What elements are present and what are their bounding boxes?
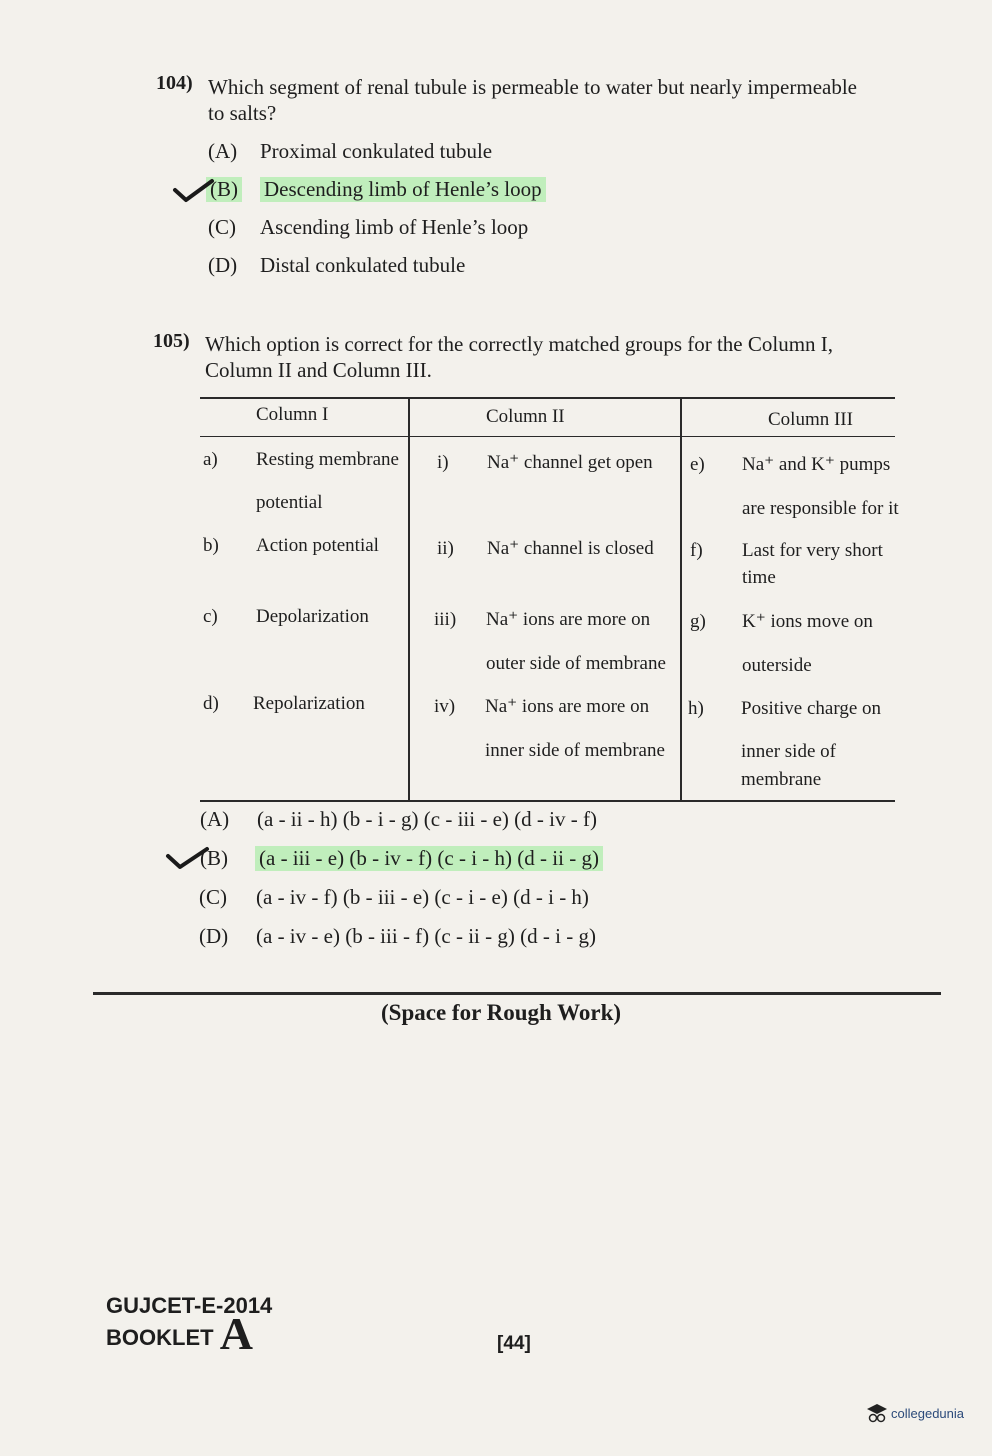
q105-option-a	[200, 807, 720, 837]
option-text: (a - iv - f) (b - iii - e) (c - i - e) (d - i - h)	[256, 885, 589, 909]
row-key-col2: iv)	[434, 696, 456, 717]
row-text-col2: Na⁺ channel get open	[487, 452, 653, 473]
table-top-border	[200, 397, 895, 399]
checkmark-icon	[165, 845, 211, 871]
row-text-col3: K⁺ ions move on	[742, 611, 873, 632]
graduate-cap-icon	[866, 1402, 888, 1424]
row-key-col3: g)	[690, 611, 706, 632]
row-text-col2-cont: inner side of membrane	[485, 740, 665, 761]
row-key-col1: b)	[203, 535, 219, 556]
option-label: (D)	[208, 253, 238, 277]
row-key-col3: e)	[690, 454, 705, 475]
q104-option-c	[208, 215, 708, 245]
row-key-col2: i)	[437, 452, 449, 473]
q104-text-line2: to salts?	[208, 101, 277, 125]
option-text: Descending limb of Henle’s loop	[260, 177, 546, 202]
q105-text-line2: Column II and Column III.	[205, 358, 432, 382]
row-text-col1-cont: potential	[256, 492, 323, 513]
table-col-divider-1	[408, 398, 410, 801]
q104-option-d	[208, 253, 708, 283]
row-text-col3-cont: inner side of membrane	[741, 741, 836, 790]
q104-number: 104)	[156, 72, 193, 94]
row-text-col2-cont: outer side of membrane	[486, 653, 666, 674]
option-text: (a - iv - e) (b - iii - f) (c - ii - g) (d - i - g)	[256, 924, 596, 948]
option-label: (C)	[208, 215, 236, 239]
row-text-col1: Depolarization	[256, 606, 369, 627]
q104-option-b	[208, 177, 708, 207]
rough-work-title: (Space for Rough Work)	[381, 1000, 622, 1025]
option-text: Ascending limb of Henle’s loop	[260, 215, 529, 239]
row-key-col2: iii)	[434, 609, 457, 630]
option-text: Proximal conkulated tubule	[260, 139, 493, 163]
q104-text-line1: Which segment of renal tubule is permeable to water but nearly impermeable	[208, 75, 858, 99]
row-text-col1: Repolarization	[253, 693, 365, 714]
option-text: (a - iii - e) (b - iv - f) (c - i - h) (d - ii - g)	[255, 846, 603, 871]
table-header-col3: Column III	[768, 409, 853, 430]
option-label: (D)	[199, 924, 229, 948]
row-key-col3: h)	[688, 698, 704, 719]
q105-option-d	[199, 924, 719, 954]
table-header-col1: Column I	[256, 404, 329, 425]
row-text-col1: Action potential	[256, 535, 379, 556]
table-header-border	[200, 436, 895, 437]
row-text-col3-cont: time	[742, 567, 776, 588]
q105-option-b	[200, 846, 720, 876]
table-bottom-border	[200, 800, 895, 802]
booklet-letter: A	[219, 1308, 253, 1359]
row-text-col3: Last for very short	[742, 540, 883, 561]
row-text-col2: Na⁺ ions are more on	[486, 609, 651, 630]
rough-work-divider	[93, 992, 941, 995]
checkmark-icon	[172, 178, 216, 204]
table-header-col2: Column II	[486, 406, 565, 427]
option-label: (A)	[208, 139, 238, 163]
q104-option-a	[208, 139, 708, 169]
option-text: (a - ii - h) (b - i - g) (c - iii - e) (d - iv - f)	[257, 807, 597, 831]
page-number: [44]	[497, 1333, 531, 1354]
booklet-label: BOOKLET	[106, 1325, 214, 1350]
row-key-col3: f)	[690, 540, 703, 561]
footer-block	[106, 1292, 273, 1359]
q105-option-c	[199, 885, 719, 915]
row-text-col3-cont: outerside	[742, 655, 812, 676]
option-text: Distal conkulated tubule	[260, 253, 466, 277]
row-text-col1: Resting membrane	[256, 449, 399, 470]
q105-text-line1: Which option is correct for the correctly matched groups for the Column I,	[205, 332, 834, 356]
row-key-col1: d)	[203, 693, 219, 714]
row-text-col2: Na⁺ ions are more on	[485, 696, 650, 717]
row-text-col3-cont: are responsible for it	[742, 498, 899, 519]
row-text-col3: Positive charge on	[741, 698, 882, 719]
collegedunia-logo	[866, 1402, 964, 1424]
row-key-col2: ii)	[437, 538, 454, 559]
option-label: (B)	[200, 846, 228, 870]
row-text-col2: Na⁺ channel is closed	[487, 538, 654, 559]
q105-number: 105)	[153, 330, 190, 352]
option-label: (B)	[206, 177, 242, 202]
option-label: (C)	[199, 885, 227, 909]
q105-text	[205, 331, 915, 383]
row-key-col1: a)	[203, 449, 218, 470]
logo-text: collegedunia	[891, 1405, 965, 1421]
exam-code: GUJCET-E-2014	[106, 1293, 273, 1318]
row-text-col3: Na⁺ and K⁺ pumps	[742, 454, 891, 475]
row-key-col1: c)	[203, 606, 218, 627]
option-label: (A)	[200, 807, 230, 831]
table-col-divider-2	[680, 398, 682, 801]
q104-text	[208, 74, 908, 126]
